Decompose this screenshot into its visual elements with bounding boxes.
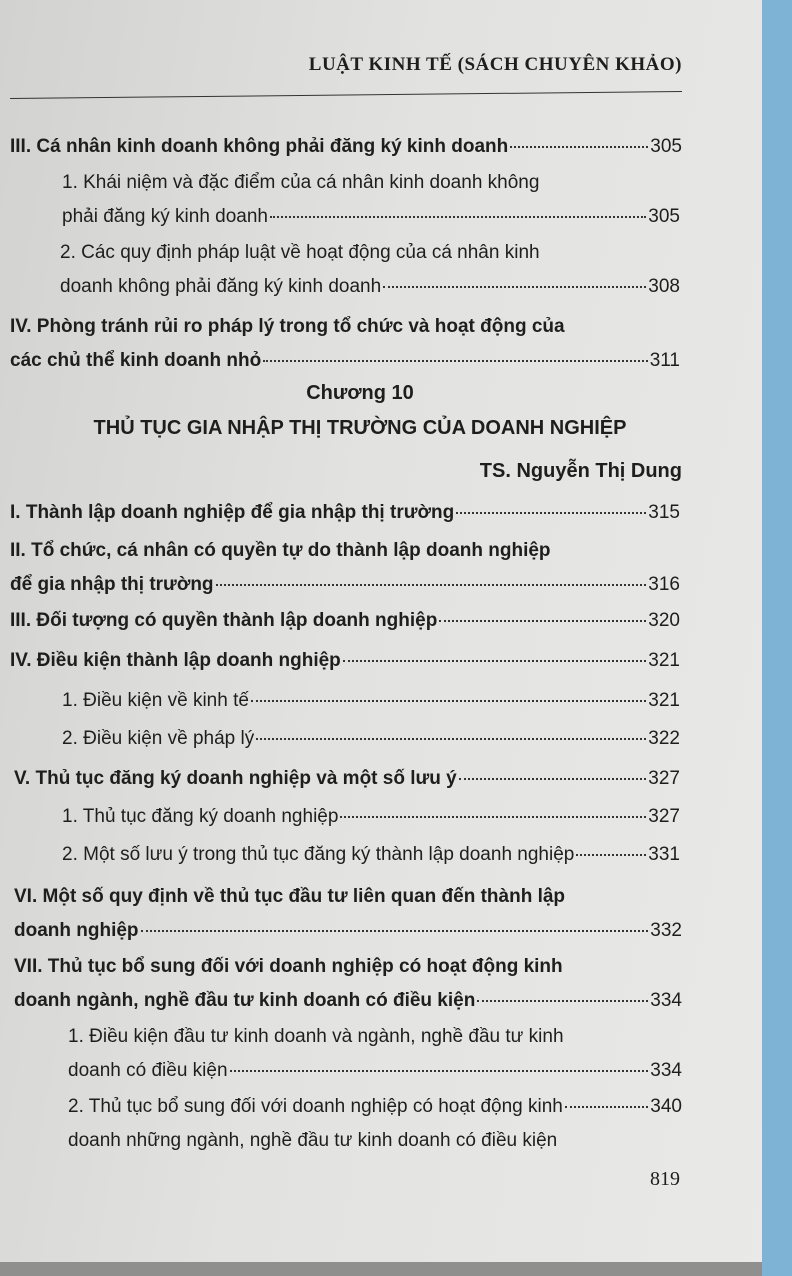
toc-page-number: 316 bbox=[648, 574, 680, 595]
book-cover-edge bbox=[762, 0, 792, 1276]
dot-leader bbox=[270, 216, 646, 218]
toc-page-number: 308 bbox=[648, 276, 680, 297]
dot-leader bbox=[456, 512, 646, 514]
dot-leader bbox=[141, 930, 649, 932]
toc-page-number: 331 bbox=[648, 844, 680, 865]
toc-page-number: 315 bbox=[648, 502, 680, 523]
toc-entry-title: III. Đối tượng có quyền thành lập doanh nghiệp bbox=[10, 610, 438, 631]
dot-leader bbox=[251, 700, 646, 702]
dot-leader bbox=[230, 1070, 649, 1072]
toc-entry-section-vii bbox=[14, 950, 682, 1018]
toc-entry-section-iv-a bbox=[10, 310, 680, 378]
toc-entry-title: 1. Khái niệm và đặc điểm của cá nhân kinh doanh không bbox=[62, 172, 540, 193]
toc-entry-title: 2. Thủ tục bổ sung đối với doanh nghiệp có hoạt động kinh bbox=[68, 1096, 563, 1117]
toc-entry-title: V. Thủ tục đăng ký doanh nghiệp và một số lưu ý bbox=[14, 768, 457, 789]
dot-leader bbox=[263, 360, 647, 362]
toc-entry-title: I. Thành lập doanh nghiệp để gia nhập thị trường bbox=[10, 502, 455, 523]
dot-leader bbox=[565, 1106, 648, 1108]
toc-entry-item-2-a bbox=[60, 236, 680, 304]
toc-entry-item-vii-1 bbox=[68, 1020, 682, 1088]
page-number: 819 bbox=[650, 1168, 680, 1190]
toc-entry-title: IV. Phòng tránh rủi ro pháp lý trong tổ chức và hoạt động của bbox=[10, 316, 565, 337]
dot-leader bbox=[510, 146, 648, 148]
toc-entry-title-cont: doanh những ngành, nghề đầu tư kinh doanh có điều kiện bbox=[68, 1130, 558, 1151]
toc-page-number: 334 bbox=[650, 990, 682, 1011]
dot-leader bbox=[216, 584, 647, 586]
toc-entry-title: 1. Thủ tục đăng ký doanh nghiệp bbox=[62, 806, 339, 827]
toc-entry-section-iii-b bbox=[10, 604, 680, 638]
running-header-title: LUẬT KINH TẾ (SÁCH CHUYÊN KHẢO) bbox=[308, 54, 682, 75]
toc-entry-title-cont: doanh nghiệp bbox=[14, 920, 139, 941]
dot-leader bbox=[343, 660, 647, 662]
toc-entry-item-vii-2 bbox=[68, 1090, 682, 1158]
toc-entry-title: 1. Điều kiện đầu tư kinh doanh và ngành, nghề đầu tư kinh bbox=[68, 1026, 564, 1047]
toc-entry-section-i bbox=[10, 496, 680, 530]
toc-page-number: 332 bbox=[650, 920, 682, 941]
toc-entry-item-iv-2 bbox=[62, 722, 680, 756]
dot-leader bbox=[383, 286, 646, 288]
dot-leader bbox=[576, 854, 646, 856]
chapter-author: TS. Nguyễn Thị Dung bbox=[479, 460, 682, 482]
toc-page-number: 321 bbox=[648, 690, 680, 711]
toc-entry-title: IV. Điều kiện thành lập doanh nghiệp bbox=[10, 650, 341, 671]
toc-entry-section-vi bbox=[14, 880, 682, 948]
dot-leader bbox=[439, 620, 646, 622]
toc-entry-title: III. Cá nhân kinh doanh không phải đăng ký kinh doanh bbox=[10, 136, 509, 157]
toc-page-number: 334 bbox=[650, 1060, 682, 1081]
toc-page-number: 321 bbox=[648, 650, 680, 671]
toc-entry-item-1-a bbox=[62, 166, 680, 234]
toc-page-number: 327 bbox=[648, 806, 680, 827]
toc-entry-section-ii bbox=[10, 534, 680, 602]
dot-leader bbox=[477, 1000, 648, 1002]
toc-entry-title-cont: để gia nhập thị trường bbox=[10, 574, 214, 595]
toc-page-number: 305 bbox=[648, 206, 680, 227]
toc-entry-title: 2. Các quy định pháp luật về hoạt động của cá nhân kinh bbox=[60, 242, 540, 263]
toc-page-number: 305 bbox=[650, 136, 682, 157]
toc-entry-title-cont: doanh có điều kiện bbox=[68, 1060, 228, 1081]
chapter-number: Chương 10 bbox=[306, 382, 414, 404]
toc-entry-title: VII. Thủ tục bổ sung đối với doanh nghiệp có hoạt động kinh bbox=[14, 956, 563, 977]
dot-leader bbox=[459, 778, 647, 780]
toc-entry-title-cont: các chủ thể kinh doanh nhỏ bbox=[10, 350, 262, 371]
toc-entry-section-v bbox=[14, 762, 680, 796]
toc-entry-title-cont: phải đăng ký kinh doanh bbox=[62, 206, 268, 227]
toc-page-number: 320 bbox=[648, 610, 680, 631]
toc-entry-title: 1. Điều kiện về kinh tế bbox=[62, 690, 249, 711]
toc-page-number: 340 bbox=[650, 1096, 682, 1117]
toc-entry-title: 2. Một số lưu ý trong thủ tục đăng ký thành lập doanh nghiệp bbox=[62, 844, 575, 865]
toc-entry-item-v-1 bbox=[62, 800, 680, 834]
toc-entry-section-iv-b bbox=[10, 644, 680, 678]
chapter-title: THỦ TỤC GIA NHẬP THỊ TRƯỜNG CỦA DOANH NGHIỆP bbox=[93, 417, 627, 439]
toc-entry-section-iii-a bbox=[10, 130, 682, 164]
dot-leader bbox=[340, 816, 646, 818]
toc-page-number: 322 bbox=[648, 728, 680, 749]
toc-entry-title: II. Tổ chức, cá nhân có quyền tự do thành lập doanh nghiệp bbox=[10, 540, 551, 561]
dot-leader bbox=[256, 738, 646, 740]
toc-page-number: 311 bbox=[649, 350, 680, 371]
toc-page-number: 327 bbox=[648, 768, 680, 789]
toc-entry-title-cont: doanh ngành, nghề đầu tư kinh doanh có điều kiện bbox=[14, 990, 476, 1011]
toc-entry-title: VI. Một số quy định về thủ tục đầu tư liên quan đến thành lập bbox=[14, 886, 566, 907]
toc-entry-item-v-2 bbox=[62, 838, 680, 872]
toc-entry-item-iv-1 bbox=[62, 684, 680, 718]
toc-entry-title: 2. Điều kiện về pháp lý bbox=[62, 728, 255, 749]
toc-entry-title-cont: doanh không phải đăng ký kinh doanh bbox=[60, 276, 382, 297]
